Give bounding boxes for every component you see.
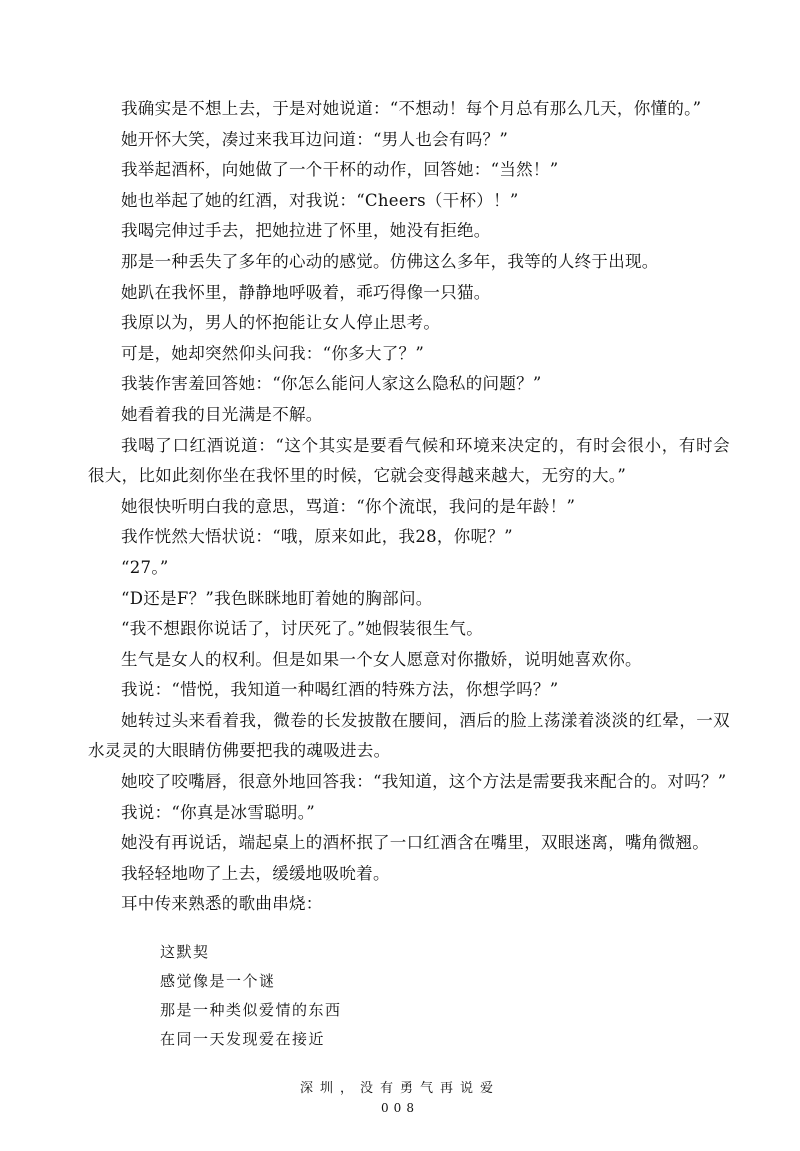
paragraph: 我说：“惜悦，我知道一种喝红酒的特殊方法，你想学吗？” [121,680,559,700]
paragraph: 她很快听明白我的意思，骂道：“你个流氓，我问的是年龄！” [121,496,576,516]
paragraph: “D还是F？”我色眯眯地盯着她的胸部问。 [121,588,433,608]
paragraph: 我轻轻地吻了上去，缓缓地吸吮着。 [121,863,390,883]
paragraph: 我装作害羞回答她：“你怎么能问人家这么隐私的问题？” [121,374,542,394]
running-footer-book-title: 深圳，没有勇气再说爱 [299,1081,500,1096]
paragraph: 我说：“你真是冰雪聪明。” [121,802,316,822]
lyric-line: 这默契 [160,943,210,961]
paragraph: 她趴在我怀里，静静地呼吸着，乖巧得像一只猫。 [121,282,491,302]
lyric-line: 在同一天发现爱在接近 [160,1030,326,1048]
song-lyrics [160,938,342,1054]
page-number: 008 [381,1101,419,1115]
paragraph: 我作恍然大悟状说：“哦，原来如此，我28，你呢？” [121,527,513,547]
paragraph: “我不想跟你说话了，讨厌死了。”她假装很生气。 [121,619,484,639]
paragraph: 我确实是不想上去，于是对她说道：“不想动！每个月总有那么几天，你懂的。” [121,99,702,118]
paragraph: 她开怀大笑，凑过来我耳边问道：“男人也会有吗？” [121,129,509,149]
paragraph: “27。” [121,557,169,577]
paragraph: 耳中传来熟悉的歌曲串烧： [121,894,323,914]
lyric-line: 感觉像是一个谜 [160,972,276,990]
paragraph: 可是，她却突然仰头问我：“你多大了？” [121,343,425,363]
paragraph: 我喝了口红酒说道：“这个其实是要看气候和环境来决定的，有时会很小，有时会很大，比如此刻你坐在我怀里的时候，它就会变得越来越大，无穷的大。” [88,435,730,486]
body-text [88,94,730,920]
paragraph: 生气是女人的权利。但是如果一个女人愿意对你撒娇，说明她喜欢你。 [121,649,642,669]
paragraph: 她咬了咬嘴唇，很意外地回答我：“我知道，这个方法是需要我来配合的。对吗？” [121,772,727,792]
paragraph: 她没有再说话，端起桌上的酒杯抿了一口红酒含在嘴里，双眼迷离，嘴角微翘。 [121,833,709,853]
paragraph: 她看着我的目光满是不解。 [121,404,323,424]
lyric-line: 那是一种类似爱情的东西 [160,1001,342,1019]
paragraph: 那是一种丢失了多年的心动的感觉。仿佛这么多年，我等的人终于出现。 [121,251,659,271]
paragraph: 我举起酒杯，向她做了一个干杯的动作，回答她：“当然！” [121,160,559,180]
paragraph: 我原以为，男人的怀抱能让女人停止思考。 [121,313,441,333]
paragraph: 她也举起了她的红酒，对我说：“Cheers（干杯）！” [121,190,519,210]
paragraph: 我喝完伸过手去，把她拉进了怀里，她没有拒绝。 [121,221,491,241]
paragraph: 她转过头来看着我，微卷的长发披散在腰间，酒后的脸上荡漾着淡淡的红晕，一双水灵灵的大眼睛仿佛要把我的魂吸进去。 [88,710,730,761]
